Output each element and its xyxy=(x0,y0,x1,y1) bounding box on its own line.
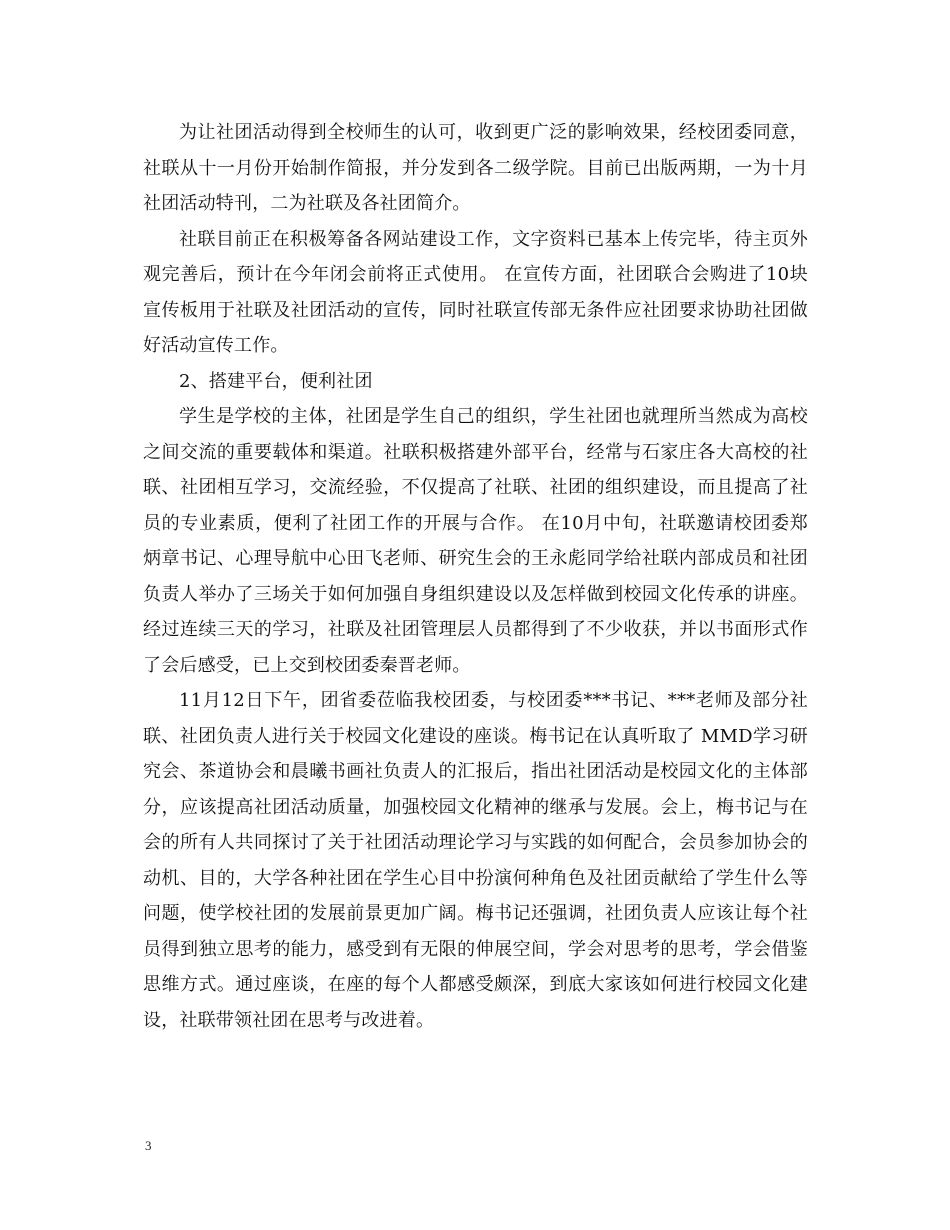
document-body xyxy=(143,115,808,1038)
section-heading-platform: 2、搭建平台，便利社团 xyxy=(179,370,373,392)
paragraph-external-platform: 学生是学校的主体，社团是学生自己的组织，学生社团也就理所当然成为高校之间交流的重要载体和渠道。社联积极搭建外部平台，经常与石家庄各大高校的社联、社团相互学习，交流经验，不仅提高了社联、社团的组织建设，而且提高了社员的专业素质，便利了社团工作的开展与合作。 在10月中旬，社联邀请校团委郑炳章书记、心理导航中心田飞老师、研究生会的王永彪同学给社联内部成员和社团负责人举办了三场关于如何加强自身组织建设以及怎样做到校园文化传承的讲座。经过连续三天的学习，社联及社团管理层人员都得到了不少收获，并以书面形式作了会后感受，已上交到校团委秦晋老师。 xyxy=(143,406,808,676)
paragraph-website-publicity: 社联目前正在积极筹备各网站建设工作，文字资料已基本上传完毕，待主页外观完善后，预计在今年闭会前将正式使用。 在宣传方面，社团联合会购进了10块宣传板用于社联及社团活动的宣传，同时社联宣传部无条件应社团要求协助社团做好活动宣传工作。 xyxy=(143,228,808,356)
paragraph-campus-culture-forum: 11月12日下午，团省委莅临我校团委，与校团委***书记、***老师及部分社联、社团负责人进行关于校园文化建设的座谈。梅书记在认真听取了 MMD学习研究会、茶道协会和晨曦书画社负责人的汇报后，指出社团活动是校园文化的主体部分，应该提高社团活动质量，加强校园文化精神的继承与发展。会上，梅书记与在会的所有人共同探讨了关于社团活动理论学习与实践的如何配合，会员参加协会的动机、目的，大学各种社团在学生心目中扮演何种角色及社团贡献给了学生什么等问题，使学校社团的发展前景更加广阔。梅书记还强调，社团负责人应该让每个社员得到独立思考的能力，感受到有无限的伸展空间，学会对思考的思考，学会借鉴思维方式。通过座谈，在座的每个人都感受颇深，到底大家该如何进行校园文化建设，社联带领社团在思考与改进着。 xyxy=(143,690,808,1031)
paragraph-newsletter: 为让社团活动得到全校师生的认可，收到更广泛的影响效果，经校团委同意，社联从十一月份开始制作简报，并分发到各二级学院。目前已出版两期，一为十月社团活动特刊，二为社联及各社团简介。 xyxy=(143,122,808,214)
page-number: 3 xyxy=(145,1138,152,1153)
